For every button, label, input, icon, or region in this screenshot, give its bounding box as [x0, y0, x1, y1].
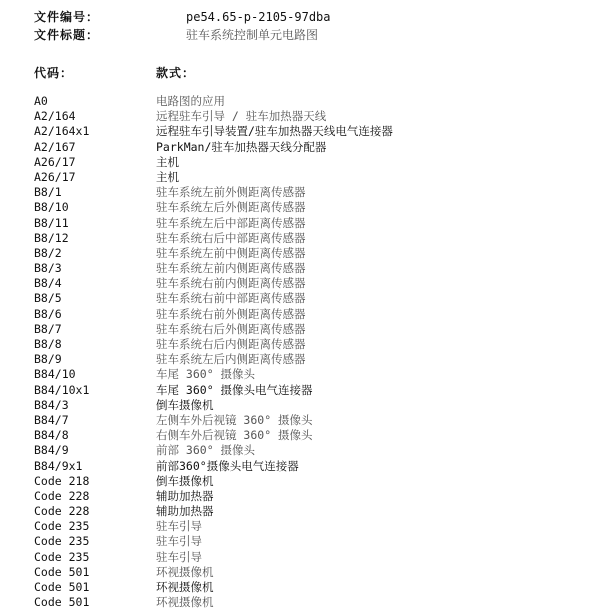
- doc-title-label: 文件标题：: [34, 28, 100, 42]
- table-row: [34, 383, 602, 398]
- table-row: [34, 580, 602, 595]
- row-description: 倒车摄像机: [156, 397, 214, 412]
- row-description: 驻车引导: [156, 534, 202, 549]
- row-description: 驻车系统右前内侧距离传感器: [156, 276, 306, 291]
- column-header-code: 代码：: [34, 66, 74, 80]
- table-row: [34, 322, 602, 337]
- table-row: [34, 261, 602, 276]
- table-row: [34, 337, 602, 352]
- row-description: 前部 360° 摄像头: [156, 443, 256, 458]
- row-code: A26/17: [34, 154, 76, 169]
- doc-number-row: [34, 8, 594, 26]
- row-description: 环视摄像机: [156, 580, 214, 594]
- row-code: A2/164: [34, 109, 76, 124]
- table-row: [34, 519, 602, 534]
- row-code: B8/12: [34, 230, 69, 245]
- row-description: 车尾 360° 摄像头: [156, 367, 256, 382]
- table-row: [34, 489, 602, 504]
- row-description: 驻车系统左后外侧距离传感器: [156, 200, 306, 215]
- table-row: [34, 109, 602, 124]
- table-row: [34, 398, 602, 413]
- row-code: A2/164x1: [34, 124, 90, 139]
- row-description: ParkMan/驻车加热器天线分配器: [156, 139, 327, 154]
- table-row: [34, 94, 602, 109]
- row-code: Code 228: [34, 488, 90, 503]
- table-row: [34, 307, 602, 322]
- table-row: [34, 185, 602, 200]
- row-description: 右侧车外后视镜 360° 摄像头: [156, 428, 313, 443]
- row-code: A0: [34, 94, 48, 108]
- table-row: [34, 428, 602, 443]
- row-code: Code 501: [34, 595, 90, 610]
- row-description: 驻车系统右后中部距离传感器: [156, 230, 306, 245]
- code-table: [34, 94, 602, 610]
- row-description: 环视摄像机: [156, 564, 214, 579]
- row-description: 驻车系统左前中侧距离传感器: [156, 245, 306, 260]
- row-code: B8/5: [34, 291, 62, 306]
- table-row: [34, 276, 602, 291]
- doc-number-value: pe54.65-p-2105-97dba: [186, 10, 331, 24]
- row-code: B84/9x1: [34, 458, 83, 473]
- row-description: 驻车引导: [156, 549, 202, 564]
- row-description: 远程驻车引导 / 驻车加热器天线: [156, 109, 327, 124]
- row-code: B8/1: [34, 185, 62, 200]
- row-description: 环视摄像机: [156, 595, 214, 610]
- row-code: B8/2: [34, 245, 62, 260]
- row-code: B8/8: [34, 337, 62, 351]
- table-row: [34, 170, 602, 185]
- column-header-model: 款式：: [156, 66, 196, 80]
- row-description: 驻车系统左前内侧距离传感器: [156, 261, 306, 276]
- table-row: [34, 231, 602, 246]
- table-row: [34, 140, 602, 155]
- row-description: 主机: [156, 169, 179, 184]
- row-code: Code 501: [34, 564, 90, 579]
- row-description: 驻车系统右后内侧距离传感器: [156, 337, 306, 351]
- row-description: 驻车系统左后中部距离传感器: [156, 215, 306, 230]
- row-description: 远程驻车引导装置/驻车加热器天线电气连接器: [156, 124, 393, 139]
- table-row: [34, 550, 602, 565]
- table-row: [34, 216, 602, 231]
- table-row: [34, 413, 602, 428]
- table-row: [34, 155, 602, 170]
- table-row: [34, 595, 602, 610]
- row-description: 驻车系统右前中部距离传感器: [156, 291, 306, 306]
- table-row: [34, 443, 602, 458]
- table-row: [34, 124, 602, 139]
- row-code: Code 235: [34, 534, 90, 549]
- row-code: B8/3: [34, 261, 62, 276]
- row-code: B84/3: [34, 397, 69, 412]
- row-description: 电路图的应用: [156, 94, 225, 108]
- table-row: [34, 459, 602, 474]
- table-row: [34, 246, 602, 261]
- table-row: [34, 367, 602, 382]
- row-code: Code 235: [34, 549, 90, 564]
- table-row: [34, 474, 602, 489]
- table-row: [34, 504, 602, 519]
- table-row: [34, 200, 602, 215]
- row-description: 驻车系统左后内侧距离传感器: [156, 352, 306, 367]
- row-description: 辅助加热器: [156, 504, 214, 519]
- document-header: [34, 8, 594, 44]
- row-code: Code 218: [34, 473, 90, 488]
- table-header: [34, 64, 594, 82]
- doc-number-label: 文件编号：: [34, 10, 100, 24]
- row-code: A26/17: [34, 169, 76, 184]
- row-code: B8/6: [34, 306, 62, 321]
- row-description: 辅助加热器: [156, 488, 214, 503]
- row-code: Code 228: [34, 504, 90, 519]
- row-code: B84/9: [34, 443, 69, 458]
- row-description: 倒车摄像机: [156, 473, 214, 488]
- row-description: 主机: [156, 154, 179, 169]
- row-description: 前部360°摄像头电气连接器: [156, 458, 299, 473]
- row-description: 左侧车外后视镜 360° 摄像头: [156, 412, 313, 427]
- table-row: [34, 565, 602, 580]
- table-row: [34, 534, 602, 549]
- row-code: B8/11: [34, 215, 69, 230]
- row-code: B84/10: [34, 367, 76, 382]
- row-code: A2/167: [34, 139, 76, 154]
- row-code: Code 501: [34, 580, 90, 594]
- row-description: 驻车系统右后外侧距离传感器: [156, 321, 306, 336]
- row-description: 车尾 360° 摄像头电气连接器: [156, 382, 313, 397]
- row-description: 驻车系统左前外侧距离传感器: [156, 185, 306, 200]
- row-code: B84/10x1: [34, 382, 90, 397]
- table-row: [34, 291, 602, 306]
- row-code: B8/7: [34, 321, 62, 336]
- row-description: 驻车系统右前外侧距离传感器: [156, 306, 306, 321]
- row-description: 驻车引导: [156, 519, 202, 534]
- table-row: [34, 352, 602, 367]
- doc-title-row: [34, 26, 594, 44]
- row-code: Code 235: [34, 519, 90, 534]
- row-code: B8/9: [34, 352, 62, 367]
- row-code: B84/8: [34, 428, 69, 443]
- row-code: B84/7: [34, 412, 69, 427]
- row-code: B8/10: [34, 200, 69, 215]
- row-code: B8/4: [34, 276, 62, 291]
- doc-title-value: 驻车系统控制单元电路图: [186, 28, 319, 42]
